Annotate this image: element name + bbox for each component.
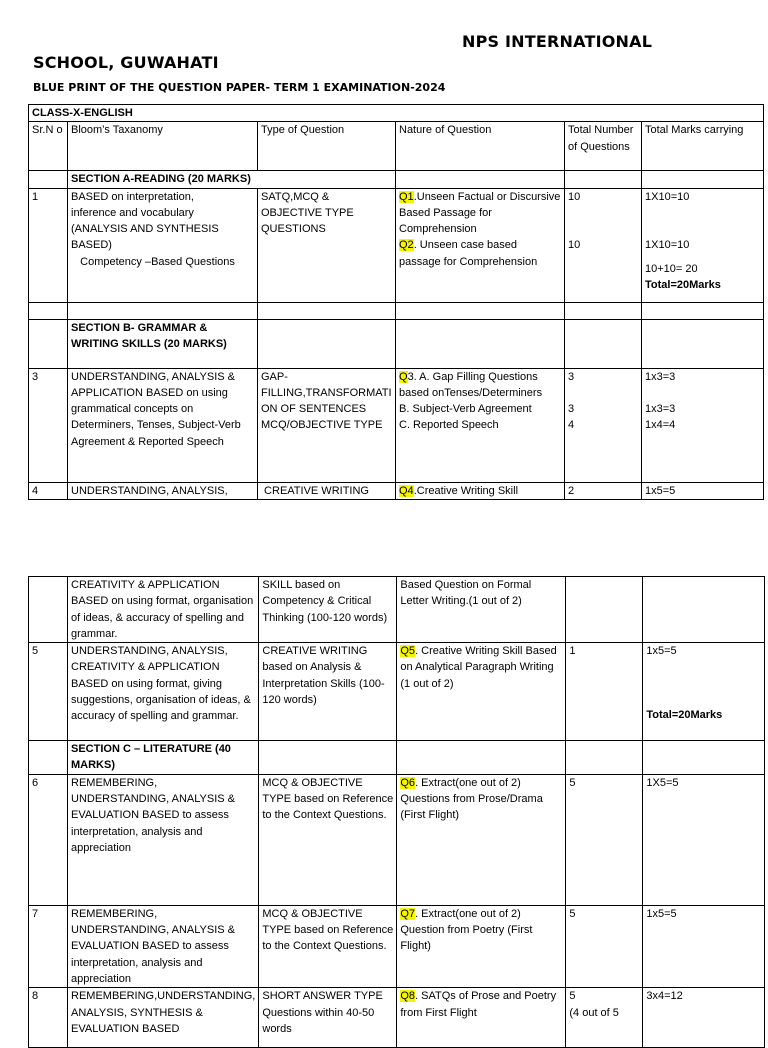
count-cell: 3 3 4 [565,368,642,482]
table-row [29,988,765,1048]
bloom-cell: REMEMBERING, UNDERSTANDING, ANALYSIS & EVALUATION BASED to assess interpretation, analysis and appreciation [68,774,259,905]
col-header-type: Type of Question [258,122,396,171]
type-cell: CREATIVE WRITING [258,482,396,499]
section-a-heading: SECTION A-READING (20 MARKS) [68,171,396,188]
class-label: CLASS-X-ENGLISH [29,105,764,122]
count-cell: 5 (4 out of 5 [566,988,643,1048]
bloom-cell: UNDERSTANDING, ANALYSIS & APPLICATION BASED on using grammatical concepts on Determiners, Tenses, Subject-Verb Agreement & Reported Speech [68,368,258,482]
nature-cell: Q1.Unseen Factual or Discursive Based Passage for Comprehension Q2. Unseen case based passage for Comprehension [396,188,565,302]
question-tag: Q5 [400,645,416,658]
question-tag: Q1 [399,190,414,203]
bloom-cell: BASED on interpretation, inference and vocabulary (ANALYSIS AND SYNTHESIS BASED) Competency –Based Questions [68,188,258,302]
blueprint-table-page2 [28,576,765,1048]
col-header-bloom: Bloom’s Taxanomy [68,122,258,171]
class-row [29,105,764,122]
nature-cell: Q8. SATQs of Prose and Poetry from First Flight [397,988,566,1048]
bloom-cell: CREATIVITY & APPLICATION BASED on using format, organisation of ideas, & accuracy of spelling and grammar. [68,577,259,643]
marks-cell: 1x5=5 [642,482,764,499]
type-cell: CREATIVE WRITING based on Analysis & Interpretation Skills (100-120 words) [259,643,397,741]
table-row [29,368,764,482]
sr-cell: 5 [29,643,68,741]
section-c-heading: SECTION C – LITERATURE (40 MARKS) [68,741,259,775]
section-c-row [29,741,765,775]
nature-cell: Q5. Creative Writing Skill Based on Analytical Paragraph Writing (1 out of 2) [397,643,566,741]
table-row [29,577,765,643]
question-tag: Q [399,370,408,383]
sr-cell: 3 [29,368,68,482]
document-subtitle: BLUE PRINT OF THE QUESTION PAPER- TERM 1 EXAMINATION-2024 [33,81,446,94]
sr-cell: 4 [29,482,68,499]
type-cell: SHORT ANSWER TYPE Questions within 40-50 words [259,988,397,1048]
bloom-cell: REMEMBERING,UNDERSTANDING, ANALYSIS, SYNTHESIS & EVALUATION BASED [68,988,259,1048]
count-cell: 10 10 [565,188,642,302]
marks-cell: 1x5=5 Total=20Marks [643,643,765,741]
sr-cell: 6 [29,774,68,905]
bloom-cell: REMEMBERING, UNDERSTANDING, ANALYSIS & EVALUATION BASED to assess interpretation, analysis and appreciation [68,905,259,987]
question-tag: Q8 [400,990,416,1003]
nature-cell: Q7. Extract(one out of 2) Question from Poetry (First Flight) [397,905,566,987]
count-cell: 5 [566,905,643,987]
nature-cell: Q4.Creative Writing Skill [396,482,565,499]
table-row [29,188,764,302]
section-b-heading: SECTION B- GRAMMAR & WRITING SKILLS (20 MARKS) [68,319,258,368]
header-row [29,122,764,171]
type-cell: GAP- FILLING,TRANSFORMATI ON OF SENTENCES MCQ/OBJECTIVE TYPE [258,368,396,482]
type-cell: SKILL based on Competency & Critical Thinking (100-120 words) [259,577,397,643]
question-tag: Q2 [399,239,414,252]
question-tag: Q7 [400,907,416,920]
section-b-row [29,319,764,368]
marks-cell: 1X5=5 [643,774,765,905]
question-tag: Q6 [400,776,416,789]
type-cell: SATQ,MCQ & OBJECTIVE TYPE QUESTIONS [258,188,396,302]
school-name-line1: NPS INTERNATIONAL [462,32,653,51]
col-header-total-questions: Total Number of Questions [565,122,642,171]
table-row [29,482,764,499]
type-cell: MCQ & OBJECTIVE TYPE based on Reference to the Context Questions. [259,774,397,905]
question-tag: Q4 [399,484,414,497]
sr-cell: 8 [29,988,68,1048]
marks-cell: 1x5=5 [643,905,765,987]
school-name-line2: SCHOOL, GUWAHATI [33,53,219,72]
marks-cell: 3x4=12 [643,988,765,1048]
marks-cell: 1x3=3 1x3=3 1x4=4 [642,368,764,482]
table-row [29,905,765,987]
marks-cell: 1X10=10 1X10=10 10+10= 20 Total=20Marks [642,188,764,302]
nature-cell: Q3. A. Gap Filling Questions based onTenses/Determiners B. Subject-Verb Agreement C. Reported Speech [396,368,565,482]
blueprint-table-page1 [28,104,764,500]
bloom-cell: UNDERSTANDING, ANALYSIS, CREATIVITY & APPLICATION BASED on using format, giving suggestions, organisation of ideas, & accuracy of spelling and grammar. [68,643,259,741]
table-row [29,643,765,741]
col-header-nature: Nature of Question [396,122,565,171]
sr-cell: 1 [29,188,68,302]
section-a-row [29,171,764,188]
blank-row [29,302,764,319]
bloom-cell: UNDERSTANDING, ANALYSIS, [68,482,258,499]
count-cell: 1 [566,643,643,741]
count-cell: 5 [566,774,643,905]
col-header-srno: Sr.N o [29,122,68,171]
nature-cell: Based Question on Formal Letter Writing.(1 out of 2) [397,577,566,643]
type-cell: MCQ & OBJECTIVE TYPE based on Reference to the Context Questions. [259,905,397,987]
table-row [29,774,765,905]
count-cell: 2 [565,482,642,499]
nature-cell: Q6. Extract(one out of 2) Questions from Prose/Drama (First Flight) [397,774,566,905]
sr-cell: 7 [29,905,68,987]
col-header-total-marks: Total Marks carrying [642,122,764,171]
